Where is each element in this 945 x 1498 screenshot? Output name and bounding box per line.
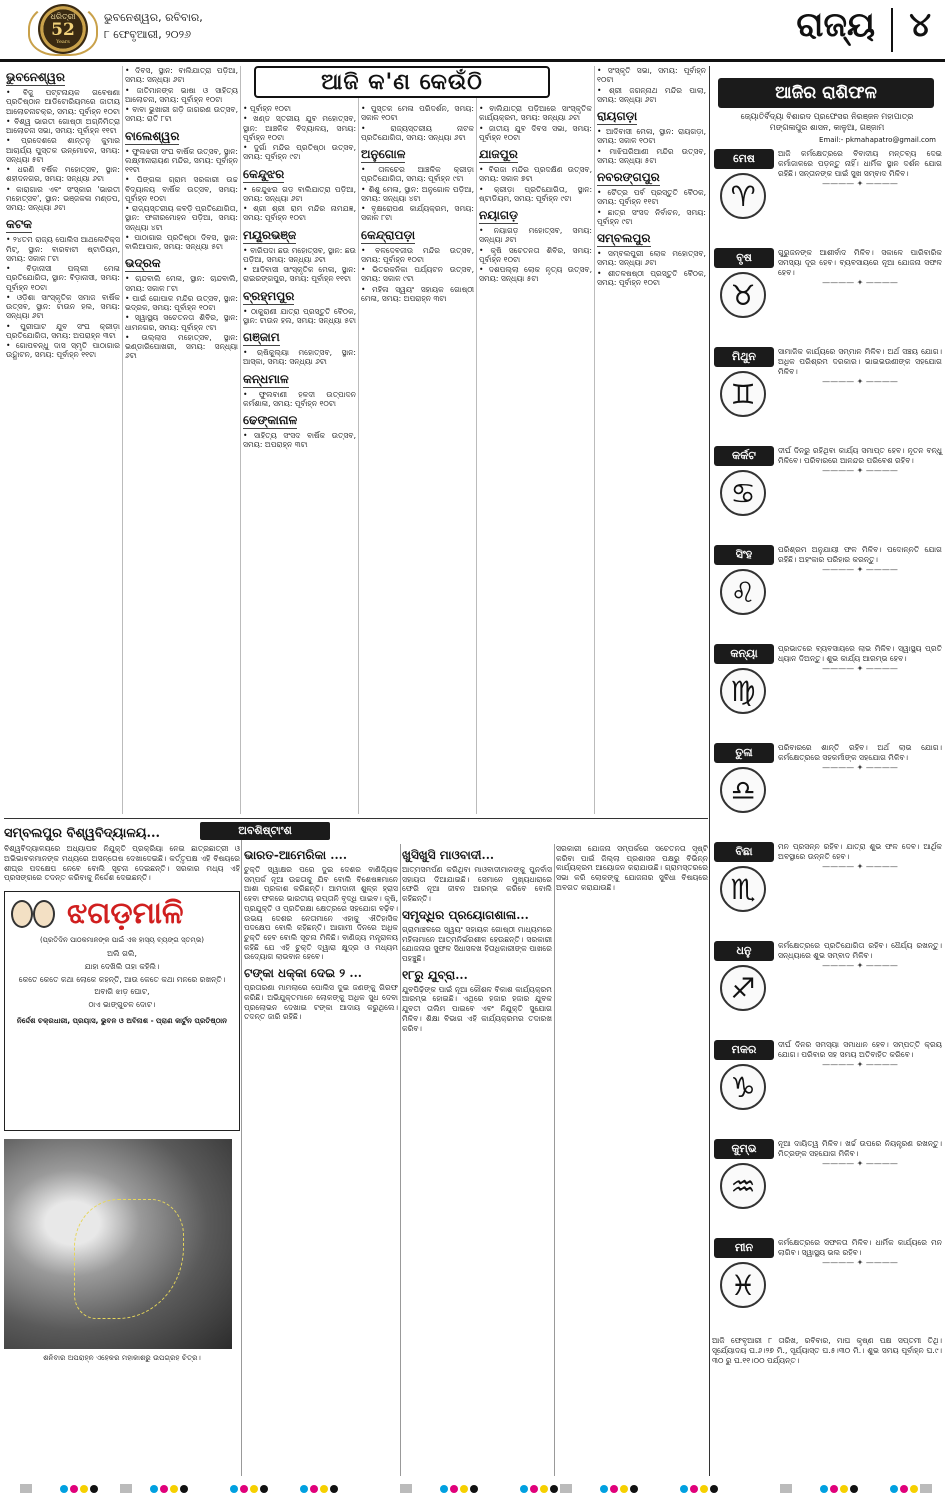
- panjika-text: ଆଜି ଫେବୃଆରୀ ୮ ତାରିଖ, ରବିବାର, ମାଘ କୃଷ୍ଣ ପକ୍ଷ ସପ୍ତମୀ ତିଥି। ସୂର୍ଯ୍ୟୋଦୟ ଘ.୬।୨୭ ମି., ସୂର୍ଯ୍ୟାସ୍ତ ଘ.୫।୩୦ ମି.। ଶୁଭ ସମୟ ପୂର୍ବାହ୍ନ ଘ.୯।୩୦ ରୁ ଘ.୧୧।୦୦ ପର୍ଯ୍ୟନ୍ତ।: [712, 1336, 942, 1366]
- registration-dot-icon: [250, 1485, 258, 1493]
- registration-dot-icon: [680, 1485, 688, 1493]
- registration-dot-icon: [690, 1485, 698, 1493]
- grey-swatch-icon: [560, 1484, 572, 1493]
- registration-dot-icon: [610, 1485, 618, 1493]
- separator-ornament-icon: ———— ✦ ————: [822, 763, 898, 773]
- separator-ornament-icon: ———— ✦ ————: [822, 565, 898, 575]
- event-item: • ପ୍ରଦେଶରେ ଶାନ୍ତନୁ କୁମାର ଆଚାର୍ଯ୍ୟ ପୁସ୍ତକ ଉନ୍ମୋଚନ, ସମୟ: ସନ୍ଧ୍ୟା ୫ଟା: [6, 136, 120, 164]
- event-item: • ଶିଶୁ ମେଳା, ସ୍ଥାନ: ଅନୁଗୋଳ ପଡ଼ିଆ, ସମୟ: ସନ୍ଧ୍ୟା ୪ଟା: [361, 185, 474, 204]
- jhagada-mali-box: [4, 891, 240, 1131]
- event-item: • କ୍ରୀଡ଼ା ପ୍ରତିଯୋଗିତା, ସ୍ଥାନ: ଷ୍ଟାଡିୟମ, ସମୟ: ପୂର୍ବାହ୍ନ ୯ଟା: [479, 185, 592, 204]
- zodiac-forecast: ନୂଆ ଦାୟିତ୍ୱ ମିଳିବ। ଖର୍ଚ୍ଚ ଉପରେ ନିୟନ୍ତ୍ରଣ ରଖନ୍ତୁ। ମିତ୍ରଙ୍କ ସହଯୋଗ ମିଳିବ।: [778, 1139, 942, 1159]
- events-column: [594, 66, 708, 814]
- india-outline: [74, 1199, 184, 1319]
- event-item: • ପିଙ୍ଗଳା ଗ୍ରାମ ସରକାରୀ ଉଚ୍ଚ ବିଦ୍ୟାଳୟ ବାର୍ଷିକ ଉତ୍ସବ, ସମୟ: ପୂର୍ବାହ୍ନ ୧୦ଟା: [125, 175, 238, 203]
- event-item: • ଖଣ୍ଡ ସ୍ତରୀୟ ଯୁବ ମହୋତ୍ସବ, ସ୍ଥାନ: ଆଞ୍ଚଳିକ ବିଦ୍ୟାଳୟ, ସମୟ: ପୂର୍ବାହ୍ନ ୧୦ଟା: [243, 114, 356, 142]
- event-item: • ଗୋପବନ୍ଧୁ ଦାସ ସ୍ମୃତି ପାଠାଗାର ଉଦ୍ଘାଟନ, ସମୟ: ପୂର୍ବାହ୍ନ ୧୧ଟା: [6, 341, 120, 360]
- registration-dot-icon: [470, 1485, 478, 1493]
- zodiac-symbol-icon: ♍: [720, 668, 766, 714]
- zodiac-forecast: ପ୍ରଭାତରେ ବ୍ୟବସାୟରେ ଲାଭ ମିଳିବ। ସ୍ୱାସ୍ଥ୍ୟ ପ୍ରତି ଧ୍ୟାନ ଦିଅନ୍ତୁ। ଶୁଭ କାର୍ଯ୍ୟ ଆରମ୍ଭ ହେବ।: [778, 644, 942, 664]
- india-us-body: ଚୁକ୍ତି ସ୍ୱାକ୍ଷର ପରେ ଦୁଇ ଦେଶର ବାଣିଜ୍ୟିକ ସମ୍ପର୍କ ନୂଆ ଉଚ୍ଚତାକୁ ଯିବ ବୋଲି ବିଶେଷଜ୍ଞମାନେ ଆଶା ପ୍ରକାଶ କରିଛନ୍ତି। ଆମଦାନୀ ଶୁଳ୍କ ହ୍ରାସ ହେବା ଫଳରେ ଭାରତୀୟ ରପ୍ତାନି ବୃଦ୍ଧି ପାଇବ। କୃଷି, ପ୍ରଯୁକ୍ତି ଓ ପ୍ରତିରକ୍ଷା କ୍ଷେତ୍ରରେ ସହଯୋଗ ବଢ଼ିବ। ଉଭୟ ଦେଶର ନେତାମାନେ ଏହାକୁ ଐତିହାସିକ ପଦକ୍ଷେପ ବୋଲି କହିଛନ୍ତି। ଆଗାମୀ ଦିନରେ ଅଧିକ ଚୁକ୍ତି ହେବ ବୋଲି ସୂଚନା ମିଳିଛି। ବାଣିଜ୍ୟ ମନ୍ତ୍ରାଳୟ କହିଛି ଯେ ଏହି ଚୁକ୍ତି ଦ୍ୱାରା କ୍ଷୁଦ୍ର ଓ ମଧ୍ୟମ ଉଦ୍ୟୋଗ ଲାଭବାନ ହେବେ।: [244, 865, 398, 962]
- registration-dot-icon: [520, 1485, 528, 1493]
- article-column: [244, 844, 398, 1476]
- city-heading: ନୟାଗଡ଼: [479, 208, 519, 222]
- registration-dot-icon: [310, 1485, 318, 1493]
- registration-dot-icon: [620, 1485, 628, 1493]
- horoscope-panel: [712, 66, 942, 1466]
- event-item: • ନୟାଗଡ଼ ମହୋତ୍ସବ, ସମୟ: ସନ୍ଧ୍ୟା ୬ଟା: [479, 226, 592, 245]
- registration-dot-icon: [440, 1485, 448, 1493]
- zodiac-entry: [712, 545, 942, 639]
- registration-dot-icon: [80, 1485, 88, 1493]
- event-item: • ଦିବସ, ସ୍ଥାନ: ବାଲିଯାତ୍ରା ପଡ଼ିଆ, ସମୟ: ସନ୍ଧ୍ୟା ୬ଟା: [125, 66, 238, 85]
- event-item: • ପୁରୀଘାଟ ଯୁବ ସଂଘ କ୍ରୀଡ଼ା ପ୍ରତିଯୋଗିତା, ସମୟ: ଅପରାହ୍ନ ୩ଟା: [6, 322, 120, 341]
- article-column: [556, 844, 708, 1476]
- event-item: • ଶ୍ରୀ ଜଗନ୍ନାଥ ମନ୍ଦିର ପାଲା, ସମୟ: ସନ୍ଧ୍ୟା ୬ଟା: [597, 86, 706, 105]
- registration-dot-icon: [600, 1485, 608, 1493]
- city-heading: କେନ୍ଦ୍ରାପଡ଼ା: [361, 227, 416, 242]
- event-item: • ମାଝିଘରିଆଣୀ ମନ୍ଦିର ଉତ୍ସବ, ସମୟ: ସନ୍ଧ୍ୟା ୫ଟା: [597, 147, 706, 166]
- zodiac-symbol-icon: ♏: [720, 866, 766, 912]
- column-divider: [241, 822, 242, 1476]
- zodiac-forecast: ଆଜି କର୍ମକ୍ଷେତ୍ରରେ ବିବାଦୀୟ ମନ୍ତବ୍ୟ ଦେଇ କର୍ମାଜାଳରେ ପଡ଼ନ୍ତୁ ନାହିଁ। ଧାର୍ମିକ ସ୍ଥାନ ଦର୍ଶନ ଯୋଗ ରହିଛି। ସନ୍ତାନଙ୍କ ପାଇଁ ସୁଖ ସମ୍ବାଦ ମିଳିବ।: [778, 149, 942, 179]
- event-item: • ଆଦିବାସୀ ମେଳା, ସ୍ଥାନ: ରାୟଗଡ଼ା, ସମୟ: ସକାଳ ୧୦ଟା: [597, 127, 706, 146]
- zodiac-entry: [712, 248, 942, 342]
- zodiac-symbol-icon: ♐: [720, 965, 766, 1011]
- zodiac-entry: [712, 149, 942, 243]
- event-item: • ତାଳଚେର ଆଞ୍ଚଳିକ କ୍ରୀଡ଼ା ପ୍ରତିଯୋଗିତା, ସମୟ: ପୂର୍ବାହ୍ନ ୯ଟା: [361, 165, 474, 184]
- registration-dot-icon: [320, 1485, 328, 1493]
- satellite-caption: ଶନିବାର ଅପରାହ୍ନ ଏହେକର ମହାକାଶରୁ ଉପଗ୍ରହ ଚିତ୍ର।: [43, 1353, 201, 1363]
- samrudhi-headline: ସମୃଦ୍ଧିର ପ୍ରୟୋଗଶାଳା...: [402, 907, 529, 922]
- event-item: • ବାରିପଦା ଛଉ ମହୋତ୍ସବ, ସ୍ଥାନ: ଛଉ ପଡ଼ିଆ, ସମୟ: ସନ୍ଧ୍ୟା ୬ଟା: [243, 246, 356, 265]
- khushi-headline: ଖୁସିଖୁସି ମାଓବାଦୀ...: [402, 848, 495, 862]
- event-item: • ଫୁଲଝରୀ ସଂଘ ବାର୍ଷିକ ଉତ୍ସବ, ସ୍ଥାନ: ଲକ୍ଷ୍ମୀନାରାୟଣ ମନ୍ଦିର, ସମୟ: ପୂର୍ବାହ୍ନ ୧୧ଟା: [125, 147, 238, 175]
- left-lower-column: [4, 826, 240, 1476]
- event-item: • ଉଲ୍ଲାସ ମହୋତ୍ସବ, ସ୍ଥାନ: ଭଣ୍ଡାରିପୋଖରୀ, ସମୟ: ସନ୍ଧ୍ୟା ୬ଟା: [125, 333, 238, 361]
- registration-dot-icon: [460, 1485, 468, 1493]
- article-column: [402, 844, 552, 1476]
- zodiac-forecast: ମନ ପ୍ରସନ୍ନ ରହିବ। ଯାତ୍ରା ଶୁଭ ଫଳ ଦେବ। ଆର୍ଥିକ ଅବସ୍ଥାରେ ଉନ୍ନତି ହେବ।: [778, 842, 942, 862]
- zodiac-name: ମୀନ: [714, 1238, 774, 1258]
- grey-swatch-icon: [780, 1484, 792, 1493]
- event-item: • ଚୈତ୍ର ପର୍ବ ପ୍ରସ୍ତୁତି ବୈଠକ, ସମୟ: ପୂର୍ବାହ୍ନ ୧୧ଟା: [597, 188, 706, 207]
- event-item: • ରାଜ୍ୟସ୍ତରୀୟ କବଡ଼ି ପ୍ରତିଯୋଗିତା, ସ୍ଥାନ: ଫକୀରମୋହନ ପଡ଼ିଆ, ସମୟ: ସନ୍ଧ୍ୟା ୪ଟା: [125, 204, 238, 232]
- event-item: • ପାଠାଗାର ପ୍ରତିଷ୍ଠା ଦିବସ, ସ୍ଥାନ: ବାଲିଆପାଳ, ସମୟ: ସନ୍ଧ୍ୟା ୫ଟା: [125, 233, 238, 252]
- registration-dot-icon: [70, 1485, 78, 1493]
- satellite-image: [4, 1139, 232, 1349]
- event-item: • ସଂସ୍କୃତି ସଭା, ସମୟ: ପୂର୍ବାହ୍ନ ୧୦ଟା: [597, 66, 706, 85]
- event-item: • ଶୀତଳଷଷ୍ଠୀ ପ୍ରସ୍ତୁତି ବୈଠକ, ସମୟ: ପୂର୍ବାହ୍ନ ୧୦ଟା: [597, 269, 706, 288]
- continued-tag: ଅବଶିଷ୍ଟାଂଶ: [200, 822, 330, 840]
- registration-dot-icon: [820, 1485, 828, 1493]
- city-heading: କଟକ: [6, 217, 33, 232]
- event-item: • ବିଶ୍ୱ ଭାରତୀ ଗୋଷ୍ଠୀ ଅଗ୍ନିମିତ୍ରା ଆଲୋଚନା ସଭା, ସମୟ: ପୂର୍ବାହ୍ନ ୧୧ଟା: [6, 117, 120, 136]
- registration-dot-icon: [840, 1485, 848, 1493]
- tankadhaka-headline: ଟଙ୍କା ଧକ୍କା ଦେଇ ୨ ...: [244, 966, 362, 981]
- zodiac-entry: [712, 1238, 942, 1332]
- astrologer-email: Email:- pkmahapatro@gmail.com: [819, 135, 936, 144]
- registration-dot-icon: [240, 1485, 248, 1493]
- jhagada-line: ଯାହା ଦେଖିଲି ତାହା କହିଲି।: [84, 961, 160, 971]
- separator-ornament-icon: ———— ✦ ————: [822, 178, 898, 188]
- registration-dot-icon: [450, 1485, 458, 1493]
- jhagada-line: କେତେ କେତେ କଥା ଲୋକେ କହନ୍ତି, ଆଉ କେତେ କଥା ମନରେ ରଖନ୍ତି।: [18, 974, 226, 984]
- event-item: • ସମ୍ବଲପୁରୀ ଲୋକ ମହୋତ୍ସବ, ସମୟ: ସନ୍ଧ୍ୟା ୬ଟା: [597, 249, 706, 268]
- separator-ornament-icon: ———— ✦ ————: [822, 376, 898, 386]
- zodiac-name: ତୁଳା: [714, 743, 774, 763]
- event-item: • ଚାନ୍ଦବାଲି ମେଳା, ସ୍ଥାନ: ଚାନ୍ଦବାଲି, ସମୟ: ସକାଳ ୮ଟା: [125, 274, 238, 293]
- sambalpur-body: ବିଶ୍ୱବିଦ୍ୟାଳୟରେ ଅଧ୍ୟାପକ ନିଯୁକ୍ତି ପ୍ରକ୍ରିୟା ନେଇ ଛାତ୍ରଛାତ୍ରୀ ଓ ଅଭିଭାବକମାନଙ୍କ ମଧ୍ୟରେ ଅସନ୍ତୋଷ ଦେଖାଦେଇଛି। କର୍ତ୍ତୃପକ୍ଷ ଏହି ବିଷୟରେ ଶୀଘ୍ର ପଦକ୍ଷେପ ନେବେ ବୋଲି ସୂଚନା ଦେଇଛନ୍ତି। ସରକାର ମଧ୍ୟ ଏହି ପ୍ରସଙ୍ଗରେ ତଦନ୍ତ କରିବାକୁ ନିର୍ଦ୍ଦେଶ ଦେଇଛନ୍ତି।: [4, 844, 240, 883]
- event-item: • ଜାତୀୟ ଯୁବ ଦିବସ ସଭା, ସମୟ: ପୂର୍ବାହ୍ନ ୧୦ଟା: [479, 124, 592, 143]
- events-section: [4, 66, 708, 814]
- zodiac-name: କୁମ୍ଭ: [714, 1139, 774, 1159]
- event-item: • ଶ୍ରୀ ଶ୍ରୀ ରାମ ମନ୍ଦିର ନାମଯଜ୍ଞ, ସମୟ: ପୂର୍ବାହ୍ନ ୧୦ଟା: [243, 204, 356, 223]
- registration-dot-icon: [60, 1485, 68, 1493]
- city-heading: ବ୍ରହ୍ମପୁର: [243, 288, 295, 303]
- column-divider: [554, 844, 555, 1476]
- zodiac-name: ବୃଷ: [714, 248, 774, 268]
- zodiac-forecast: ପରିଶ୍ରମ ଅନୁଯାୟୀ ଫଳ ମିଳିବ। ପଦୋନ୍ନତି ଯୋଗ ରହିଛି। ଅହଂକାର ପରିହାର କରନ୍ତୁ।: [778, 545, 942, 565]
- city-heading: ଭଦ୍ରକ: [125, 256, 161, 271]
- city-heading: କେନ୍ଦୁଝର: [243, 166, 285, 181]
- jhagada-mali-subtitle: (ପ୍ରତିଦିନ ପାଠକମାନଙ୍କ ପାଇଁ ଏକ ହାସ୍ୟ ବ୍ୟଙ୍ଗ ସ୍ତମ୍ଭ): [39, 936, 205, 945]
- column-d-body: ସରକାରୀ ଯୋଜନା ସମ୍ପର୍କରେ ସଚେତନତା ସୃଷ୍ଟି କରିବା ପାଇଁ ଜିଲ୍ଲା ପ୍ରଶାସନ ପକ୍ଷରୁ ବିଭିନ୍ନ କାର୍ଯ୍ୟକ୍ରମ ଆୟୋଜନ କରାଯାଉଛି। ଗ୍ରାମସ୍ତରରେ ସଭା କରି ଲୋକଙ୍କୁ ଯୋଜନାର ସୁବିଧା ବିଷୟରେ ଅବଗତ କରାଯାଉଛି।: [556, 844, 708, 892]
- registration-dot-icon: [260, 1485, 268, 1493]
- zodiac-name: ମେଷ: [714, 149, 774, 169]
- zodiac-forecast: କର୍ମକ୍ଷେତ୍ରରେ ପ୍ରତିଯୋଗିତା ରହିବ। ଧୈର୍ଯ୍ୟ ରଖନ୍ତୁ। ସନ୍ଧ୍ୟାରେ ଶୁଭ ସମ୍ବାଦ ମିଳିବ।: [778, 941, 942, 961]
- event-item: • ବିଜୁ ପଟ୍ଟନାୟକ ଗବେଷଣା ପ୍ରତିଷ୍ଠାନ ଆଡିଟୋରିୟମରେ ଜାତୀୟ ଆଲୋଚନାଚକ୍ର, ସମୟ: ପୂର୍ବାହ୍ନ ୧୦ଟା: [6, 88, 120, 116]
- zodiac-entry: [712, 1040, 942, 1134]
- event-item: • ମହିଳା ସ୍ୱୟଂ ସହାୟକ ଗୋଷ୍ଠୀ ମେଳା, ସମୟ: ଅପରାହ୍ନ ୩ଟା: [361, 285, 474, 304]
- separator-ornament-icon: ———— ✦ ————: [822, 1258, 898, 1268]
- events-column: [358, 66, 476, 814]
- zodiac-name: ମକର: [714, 1040, 774, 1060]
- zodiac-forecast: କର୍ମକ୍ଷେତ୍ରରେ ସଫଳତା ମିଳିବ। ଧାର୍ମିକ କାର୍ଯ୍ୟରେ ମନ ଲାଗିବ। ସ୍ୱାସ୍ଥ୍ୟ ଭଲ ରହିବ।: [778, 1238, 942, 1258]
- event-item: • ଭିତରକନିକା ପର୍ଯ୍ୟଟନ ଉତ୍ସବ, ସମୟ: ସକାଳ ୯ଟା: [361, 265, 474, 284]
- title-separator: [891, 8, 893, 52]
- separator-ornament-icon: ———— ✦ ————: [822, 1060, 898, 1070]
- registration-dot-icon: [850, 1485, 858, 1493]
- eighteen-body: ଯୁବପିଢ଼ିଙ୍କ ପାଇଁ ନୂଆ କୌଶଳ ବିକାଶ କାର୍ଯ୍ୟକ୍ରମ ଆରମ୍ଭ ହୋଇଛି। ଏଥିରେ ହଜାର ହଜାର ଯୁବକ ଯୁବତୀ ତାଲିମ ପାଇବେ ଏବଂ ନିଯୁକ୍ତି ସୁଯୋଗ ମିଳିବ। ଶିକ୍ଷା ବିଭାଗ ଏହି କାର୍ଯ୍ୟକ୍ରମର ତଦାରଖ କରିବ।: [402, 984, 552, 1033]
- zodiac-symbol-icon: ♌: [720, 569, 766, 615]
- event-item: • ଠାକୁରାଣୀ ଯାତ୍ରା ପ୍ରସ୍ତୁତି ବୈଠକ, ସ୍ଥାନ: ଟାଉନ ହଲ, ସମୟ: ସନ୍ଧ୍ୟା ୫ଟା: [243, 307, 356, 326]
- jhagada-line: ଠାଏ ଭାଙ୍ଗୁଚଳ ଦୋଟ।: [88, 1000, 156, 1010]
- zodiac-name: କର୍କଟ: [714, 446, 774, 466]
- registration-dot-icon: [890, 1485, 898, 1493]
- registration-dot-icon: [170, 1485, 178, 1493]
- masthead: [0, 0, 945, 62]
- astrologer-address: ମଙ୍ଗଳାପୁର ଶାସନ, କାଳୁଆ, ଗଞ୍ଜାମ: [769, 122, 885, 132]
- grey-swatch-icon: [120, 1484, 132, 1493]
- registration-dot-icon: [160, 1485, 168, 1493]
- grey-swatch-icon: [920, 1484, 932, 1493]
- event-item: • ବିଡ଼ାନାସୀ ପଲ୍ଲୀ ମେଳା ପ୍ରତିଯୋଗିତା, ସ୍ଥାନ: ବିଡ଼ାନାସୀ, ସମୟ: ପୂର୍ବାହ୍ନ ୧୦ଟା: [6, 264, 120, 292]
- separator-ornament-icon: ———— ✦ ————: [822, 277, 898, 287]
- khushi-body: ଆତ୍ମସମର୍ପଣ କରିଥିବା ମାଓବାଦୀମାନଙ୍କୁ ପୁନର୍ବାସ ସହାୟତା ଦିଆଯାଇଛି। ସେମାନେ ମୁଖ୍ୟଧାରାରେ ଫେରି ନୂଆ ଜୀବନ ଆରମ୍ଭ କରିବେ ବୋଲି କହିଛନ୍ତି।: [402, 865, 552, 904]
- event-item: • ବିରଜା ମନ୍ଦିର ପ୍ରଦକ୍ଷିଣ ଉତ୍ସବ, ସମୟ: ସକାଳ ୭ଟା: [479, 165, 592, 184]
- registration-dot-icon: [900, 1485, 908, 1493]
- dateline-place-day: ଭୁବନେଶ୍ୱର, ରବିବାର,: [104, 11, 203, 24]
- events-column: [476, 66, 594, 814]
- astrologer-name: ଜ୍ୟୋତିର୍ବିଦ୍ୟା ବିଶାରଦ ପ୍ରଫେସର ନିରଞ୍ଜନ ମହାପାତ୍ର: [740, 112, 914, 121]
- event-item: • ଦୁର୍ଗା ମନ୍ଦିର ପ୍ରତିଷ୍ଠା ଉତ୍ସବ, ସମୟ: ପୂର୍ବାହ୍ନ ୯ଟା: [243, 143, 356, 162]
- zodiac-symbol-icon: ♋: [720, 470, 766, 516]
- zodiac-name: ମିଥୁନ: [714, 347, 774, 367]
- event-item: • ଋଷିକୁଲ୍ୟା ମହୋତ୍ସବ, ସ୍ଥାନ: ଆସ୍କା, ସମୟ: ସନ୍ଧ୍ୟା ୬ଟା: [243, 348, 356, 367]
- separator-ornament-icon: ———— ✦ ————: [822, 862, 898, 872]
- city-heading: ଅନୁଗୋଳ: [361, 147, 406, 161]
- registration-dot-icon: [550, 1485, 558, 1493]
- event-item: • ବଳଦେବଜୀଉ ମନ୍ଦିର ଉତ୍ସବ, ସମୟ: ପୂର୍ବାହ୍ନ ୧୦ଟା: [361, 246, 474, 265]
- zodiac-symbol-icon: ♓: [720, 1262, 766, 1308]
- event-item: • ସାହିତ୍ୟ ସଂସଦ ବାର୍ଷିକ ଉତ୍ସବ, ସମୟ: ଅପରାହ୍ନ ୩ଟା: [243, 431, 356, 450]
- event-item: • ବୃକ୍ଷରୋପଣ କାର୍ଯ୍ୟକ୍ରମ, ସମୟ: ସକାଳ ୮ଟା: [361, 204, 474, 223]
- event-item: • ଫୁଲବାଣୀ ହଳଦୀ ଉତ୍ପାଦନ କର୍ମଶାଳା, ସମୟ: ପୂର୍ବାହ୍ନ ୧୦ଟା: [243, 390, 356, 409]
- zodiac-forecast: ସାମାଜିକ କାର୍ଯ୍ୟରେ ସମ୍ମାନ ମିଳିବ। ଅର୍ଥ ସଞ୍ଚୟ ଯୋଗ। ଅଧିକ ପରିଶ୍ରମ ଦରକାର। ଭାଇଭଉଣୀଙ୍କ ସହଯୋଗ ମିଳିବ।: [778, 347, 942, 377]
- event-item: • ଓଡ଼ିଶା ସାଂସ୍କୃତିକ ସମାଜ ବାର୍ଷିକ ଉତ୍ସବ, ସ୍ଥାନ: ଟାଉନ ହଲ, ସମୟ: ସନ୍ଧ୍ୟା ୬ଟା: [6, 293, 120, 321]
- registration-dot-icon: [910, 1485, 918, 1493]
- zodiac-name: କନ୍ୟା: [714, 644, 774, 664]
- column-divider: [400, 844, 401, 1476]
- event-item: • କୃଷି ସଚେତନତା ଶିବିର, ସମୟ: ପୂର୍ବାହ୍ନ ୧୦ଟା: [479, 246, 592, 265]
- zodiac-entry: [712, 347, 942, 441]
- event-item: • ବାଲିଯାତ୍ରା ପଡ଼ିଆରେ ସାଂସ୍କୃତିକ କାର୍ଯ୍ୟକ୍ରମ, ସମୟ: ସନ୍ଧ୍ୟା ୬ଟା: [479, 104, 592, 123]
- zodiac-symbol-icon: ♎: [720, 767, 766, 813]
- sambalpur-headline: ସମ୍ବଲପୁର ବିଶ୍ୱବିଦ୍ୟାଳୟ...: [4, 826, 161, 841]
- city-heading: ଗଞ୍ଜାମ: [243, 330, 280, 344]
- city-heading: ନବରଙ୍ଗପୁର: [597, 170, 660, 184]
- column-divider: [709, 66, 710, 1476]
- page-number: ୪: [909, 5, 931, 45]
- zodiac-forecast: ପରିବାରରେ ଶାନ୍ତି ରହିବ। ଅର୍ଥ ଲାଭ ଯୋଗ। କର୍ମକ୍ଷେତ୍ରରେ ସହକର୍ମୀଙ୍କ ସହଯୋଗ ମିଳିବ।: [778, 743, 942, 763]
- separator-ornament-icon: ———— ✦ ————: [822, 664, 898, 674]
- separator-ornament-icon: ———— ✦ ————: [822, 961, 898, 971]
- zodiac-entry: [712, 446, 942, 540]
- section-title: ରାଜ୍ୟ: [796, 5, 875, 45]
- registration-dot-icon: [330, 1485, 338, 1493]
- zodiac-symbol-icon: ♑: [720, 1064, 766, 1110]
- samrudhi-body: ଗ୍ରାମାଞ୍ଚଳରେ ସ୍ୱୟଂ ସହାୟକ ଗୋଷ୍ଠୀ ମାଧ୍ୟମରେ ମହିଳାମାନେ ଆତ୍ମନିର୍ଭରଶୀଳ ହେଉଛନ୍ତି। ସରକାରୀ ଯୋଜନାର ସୁଫଳ ସିଧାସଳଖ ହିତାଧିକାରୀଙ୍କ ପାଖରେ ପହଞ୍ଚୁଛି।: [402, 924, 552, 964]
- anniversary-number: 52: [51, 20, 75, 41]
- zodiac-name: ସିଂହ: [714, 545, 774, 565]
- jhagada-line: ଅବାଗି ଝାଡ଼ ଘୋଟ,: [94, 987, 150, 997]
- event-item: • ୨୪ତମ ରାଜ୍ୟ ପୋଲିସ ଆଥଲେଟିକ୍ସ ମିଟ୍, ସ୍ଥାନ: ବାରବାଟୀ ଷ୍ଟାଡିୟମ, ସମୟ: ସକାଳ ୮ଟା: [6, 235, 120, 263]
- event-item: • ପାଇଁ ଗୋପାଳ ମନ୍ଦିର ଉତ୍ସବ, ସ୍ଥାନ: ଭଦ୍ରକ, ସମୟ: ପୂର୍ବାହ୍ନ ୧୦ଟା: [125, 294, 238, 313]
- cartoon-faces-icon: [11, 898, 59, 930]
- event-item: • କାରାଗାର ଏବଂ ସଂସ୍କାର 'ଭାରତୀ ମହୋତ୍ସବ', ସ୍ଥାନ: ଭଞ୍ଜକଳା ମଣ୍ଡପ, ସମୟ: ସନ୍ଧ୍ୟା ୬ଟା: [6, 185, 120, 213]
- registration-dot-icon: [830, 1485, 838, 1493]
- jhagada-line: ଅଲି ଗଲି,: [107, 948, 137, 958]
- separator-ornament-icon: ———— ✦ ————: [822, 466, 898, 476]
- event-item: • ରାଜ୍ୟସ୍ତରୀୟ ନାଟକ ପ୍ରତିଯୋଗିତା, ସମୟ: ସନ୍ଧ୍ୟା ୬ଟା: [361, 124, 474, 143]
- registration-dot-icon: [630, 1485, 638, 1493]
- events-column: [122, 66, 240, 814]
- tankadhaka-body: ପ୍ରତାରଣା ମାମଲାରେ ପୋଲିସ ଦୁଇ ଜଣଙ୍କୁ ଗିରଫ କରିଛି। ଅଭିଯୁକ୍ତମାନେ ଲୋକଙ୍କୁ ଅଧିକ ସୁଧ ଦେବା ପ୍ରଲୋଭନ ଦେଖାଇ ଟଙ୍କା ଆଦାୟ କରୁଥିଲେ। ତଦନ୍ତ ଜାରି ରହିଛି।: [244, 983, 398, 1022]
- city-heading: ସମ୍ବଲପୁର: [597, 231, 651, 245]
- city-heading: ଭୁବନେଶ୍ୱର: [6, 70, 65, 84]
- zodiac-entry: [712, 644, 942, 738]
- event-item: • ପୂର୍ବାହ୍ନ ୧୦ଟା: [243, 104, 356, 113]
- city-heading: ରାୟଗଡ଼ା: [597, 109, 638, 123]
- zodiac-symbol-icon: ♉: [720, 272, 766, 318]
- event-item: • ଜାତିମାନଙ୍କ ଭାଷା ଓ ସାହିତ୍ୟ ଆଲୋଚନା, ସମୟ: ପୂର୍ବାହ୍ନ ୧୦ଟା: [125, 86, 238, 105]
- zodiac-name: ଧନୁ: [714, 941, 774, 961]
- zodiac-list: [712, 149, 942, 1332]
- anniversary-logo: [38, 4, 88, 54]
- city-heading: ଯାଜପୁର: [479, 147, 518, 161]
- grey-swatch-icon: [20, 1484, 32, 1493]
- zodiac-symbol-icon: ♈: [720, 173, 766, 219]
- event-item: • ଦଶପଲ୍ଲା ଲୋକ ନୃତ୍ୟ ଉତ୍ସବ, ସମୟ: ସନ୍ଧ୍ୟା ୫ଟା: [479, 265, 592, 284]
- dateline: [104, 10, 203, 43]
- zodiac-entry: [712, 842, 942, 936]
- india-us-headline: ଭାରତ-ଆମେରିକା ....: [244, 848, 348, 862]
- registration-dot-icon: [90, 1485, 98, 1493]
- zodiac-entry: [712, 743, 942, 837]
- jhagada-mali-credit: ନିର୍ଦ୍ଦେଶ ଚକ୍ରଧାରୀ, ପ୍ରୟାସ, ଭୁବନ ଓ ଅବିନାଶ - ପ୍ରାଣ କାର୍ଟୁନ ପ୍ରତିଷ୍ଠାନ: [16, 1016, 228, 1026]
- grey-swatch-icon: [400, 1484, 412, 1493]
- events-column: [4, 66, 122, 814]
- registration-dot-icon: [530, 1485, 538, 1493]
- print-registration-bar: [0, 1480, 945, 1498]
- dateline-date: ୮ ଫେବୃଆରୀ, ୨୦୨୬: [104, 27, 192, 41]
- event-item: • ଧରଣି ବର୍ଷିକ ମହୋତ୍ସବ, ସ୍ଥାନ: ଶହୀଦନଗର, ସମୟ: ସନ୍ଧ୍ୟା ୬ଟା: [6, 165, 120, 184]
- eighteen-headline: ୧୮ରୁ ଯୁବ୍ରା...: [402, 967, 468, 982]
- brand-name: ଧରିତ୍ରୀ: [50, 12, 76, 22]
- registration-dot-icon: [710, 1485, 718, 1493]
- zodiac-forecast: ଦୀର୍ଘ ଦିନର ସମସ୍ୟା ସମାଧାନ ହେବ। ସମ୍ପତ୍ତି କ୍ରୟ ଯୋଗ। ପରିବାର ସହ ସମୟ ଅତିବାହିତ କରିବେ।: [778, 1040, 942, 1060]
- separator-ornament-icon: ———— ✦ ————: [822, 1159, 898, 1169]
- zodiac-forecast: ଗୁରୁଜନଙ୍କ ଆଶୀର୍ବାଦ ମିଳିବ। ସକାଳେ ପାରିବାରିକ ସମସ୍ୟା ଦୂର ହେବ। ବ୍ୟବସାୟରେ ନୂଆ ଯୋଜନା ସଫଳ ହେବ।: [778, 248, 942, 278]
- zodiac-forecast: ଦୀର୍ଘ ଦିନରୁ ରହିଥିବା କାର୍ଯ୍ୟ ସମାପ୍ତ ହେବ। ନୂତନ ବନ୍ଧୁ ମିଳିବେ। ପରିବାରରେ ଆନନ୍ଦର ପରିବେଶ ରହିବ।: [778, 446, 942, 466]
- city-heading: ଢେଙ୍କାନାଳ: [243, 413, 298, 427]
- jhagada-mali-body: [9, 949, 235, 1010]
- zodiac-symbol-icon: ♒: [720, 1163, 766, 1209]
- registration-dot-icon: [150, 1485, 158, 1493]
- anniversary-years: Years: [56, 39, 70, 46]
- horoscope-banner: ଆଜିର ରାଶିଫଳ: [718, 78, 934, 108]
- zodiac-name: ବିଛା: [714, 842, 774, 862]
- events-banner: ଆଜି କ'ଣ କେଉଁଠି: [254, 66, 550, 98]
- city-heading: କନ୍ଧମାଳ: [243, 371, 289, 386]
- registration-dot-icon: [230, 1485, 238, 1493]
- events-column: [240, 66, 358, 814]
- zodiac-entry: [712, 1139, 942, 1233]
- registration-dot-icon: [540, 1485, 548, 1493]
- event-item: • ବାବା ଭୁଖାରୀ ଗଡ଼ି ଜାଗରଣ ଉତ୍ସବ, ସମୟ: ରାତି ୮ଟା: [125, 105, 238, 124]
- registration-dot-icon: [700, 1485, 708, 1493]
- section-divider: [4, 818, 708, 819]
- event-item: • ସ୍ୱାସ୍ଥ୍ୟ ସଚେତନତା ଶିବିର, ସ୍ଥାନ: ଧାମନଗର, ସମୟ: ପୂର୍ବାହ୍ନ ୯ଟା: [125, 313, 238, 332]
- event-item: • କେନ୍ଦୁଝର ଗଡ଼ ବାଲିଯାତ୍ରା ପଡ଼ିଆ, ସମୟ: ସନ୍ଧ୍ୟା ୬ଟା: [243, 185, 356, 204]
- event-item: • ଆଦିବାସୀ ସାଂସ୍କୃତିକ ମେଳା, ସ୍ଥାନ: ରାଇରଙ୍ଗପୁର, ସମୟ: ପୂର୍ବାହ୍ନ ୧୧ଟା: [243, 265, 356, 284]
- registration-dot-icon: [180, 1485, 188, 1493]
- zodiac-entry: [712, 941, 942, 1035]
- event-item: • ଛାତ୍ର ସଂସଦ ନିର୍ବାଚନ, ସମୟ: ପୂର୍ବାହ୍ନ ୯ଟା: [597, 208, 706, 227]
- city-heading: ବାଲେଶ୍ୱର: [125, 128, 180, 143]
- zodiac-symbol-icon: ♊: [720, 371, 766, 417]
- event-item: • ପୁସ୍ତକ ମେଳା ପରିଦର୍ଶନ, ସମୟ: ସକାଳ ୧୦ଟା: [361, 104, 474, 123]
- city-heading: ମୟୂରଭଞ୍ଜ: [243, 227, 297, 242]
- jhagada-mali-title: ଝଗଡ଼ମାଳି: [67, 896, 184, 932]
- registration-dot-icon: [300, 1485, 308, 1493]
